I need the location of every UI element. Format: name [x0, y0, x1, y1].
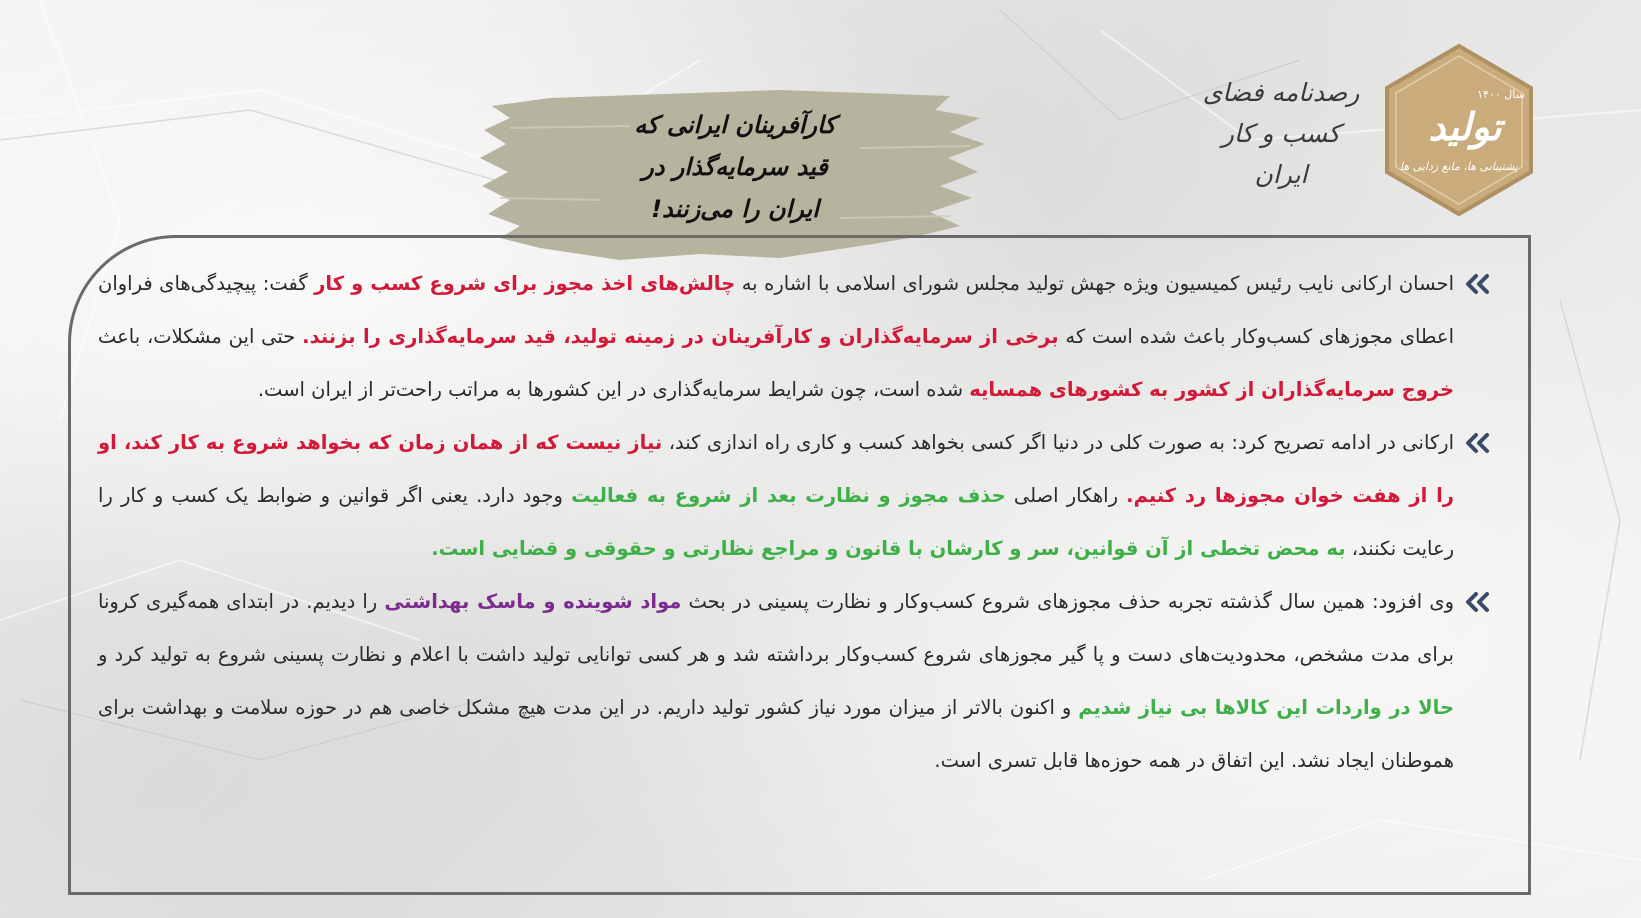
- logo-word: تولید: [1428, 104, 1502, 149]
- highlighted-text: چالش‌های اخذ مجوز برای شروع کسب و کار: [314, 272, 736, 295]
- logo-year: سال ۱۴۰۰: [1477, 88, 1525, 101]
- headline-line: قید سرمایه‌گذار در: [642, 153, 828, 181]
- paragraph-text: وی افزود: همین سال گذشته تجربه حذف مجوزهای شروع کسب‌وکار و نظارت پسینی در بحث: [681, 590, 1454, 613]
- paragraph-text: ارکانی در ادامه تصریح کرد: به صورت کلی در دنیا اگر کسی بخواهد کسب و کاری راه اندازی کند،: [662, 431, 1455, 454]
- brand-line: کسب و کار: [1221, 119, 1341, 148]
- highlighted-text: مواد شوینده و ماسک بهداشتی: [384, 590, 682, 613]
- article-paragraph: [98, 575, 1490, 787]
- paragraph-text: گفت: پیچیدگی‌های فراوان اعطای مجوزهای کسب‌وکار باعث شده است که: [98, 272, 1454, 348]
- tolid-year-emblem-icon: [1381, 42, 1537, 218]
- highlighted-text: به محض تخطی از آن قوانین، سر و کارشان با قانون و مراجع نظارتی و حقوقی و قضایی است.: [431, 537, 1346, 560]
- double-chevron-left-icon: [1464, 273, 1490, 295]
- highlighted-text: خروج سرمایه‌گذاران از کشور به کشورهای همسایه: [969, 378, 1454, 401]
- brand-title: [1175, 72, 1387, 195]
- double-chevron-left-icon: [1464, 432, 1490, 454]
- brand-line: ایران: [1254, 160, 1308, 189]
- tolid-logo: [1381, 42, 1537, 218]
- paragraph-text: وجود دارد. یعنی اگر قوانین و ضوابط یک کسب و کار را رعایت نکنند،: [98, 484, 1454, 560]
- article-paragraph: [98, 416, 1490, 575]
- paragraph-text: احسان ارکانی نایب رئیس کمیسیون ویژه جهش تولید مجلس شورای اسلامی با اشاره به: [735, 272, 1454, 295]
- headline-text: [540, 104, 930, 230]
- paragraph-text: را دیدیم. در ابتدای همه‌گیری کرونا برای مدت مشخص، محدودیت‌های دست و پا گیر مجوزهای شروع کسب‌وکار برداشته شد و هر کسی توانایی تولید داشت با اعلام و نظارت پسینی شروع به تولید کرد و: [98, 590, 1454, 666]
- highlighted-text: حذف مجوز و نظارت بعد از شروع به فعالیت: [571, 484, 1006, 507]
- paragraph-text: راهکار اصلی: [1005, 484, 1127, 507]
- paragraph-text: شده است، چون شرایط سرمایه‌گذاری در این کشورها به مراتب راحت‌تر از ایران است.: [257, 378, 970, 401]
- highlighted-text: حالا در واردات این کالاها بی نیاز شدیم: [1078, 696, 1454, 719]
- paragraph-text: و اکنون بالاتر از میزان مورد نیاز کشور تولید داریم. در این مدت هیچ مشکل خاصی هم در حوزه سلامت و بهداشت برای هموطنان ایجاد نشد. این اتفاق در همه حوزه‌ها قابل تسری است.: [98, 696, 1454, 772]
- paragraph-text: حتی این مشکلات، باعث: [98, 325, 303, 348]
- headline-line: کارآفرینان ایرانی که: [634, 111, 836, 139]
- highlighted-text: برخی از سرمایه‌گذاران و کارآفرینان در زمینه تولید، قید سرمایه‌گذاری را بزنند.: [302, 325, 1059, 348]
- brand-line: رصدنامه فضای: [1202, 78, 1360, 107]
- headline-line: ایران را می‌زنند!: [651, 195, 819, 223]
- double-chevron-left-icon: [1464, 591, 1490, 613]
- logo-slogan: پشتیبانی ها، مانع زدایی ها: [1400, 160, 1518, 173]
- article-body: [98, 257, 1490, 787]
- article-paragraph: [98, 257, 1490, 416]
- highlighted-text: نیاز نیست که از همان زمان که بخواهد شروع به کار کند، او را از هفت خوان مجوزها رد کنیم.: [98, 431, 1454, 507]
